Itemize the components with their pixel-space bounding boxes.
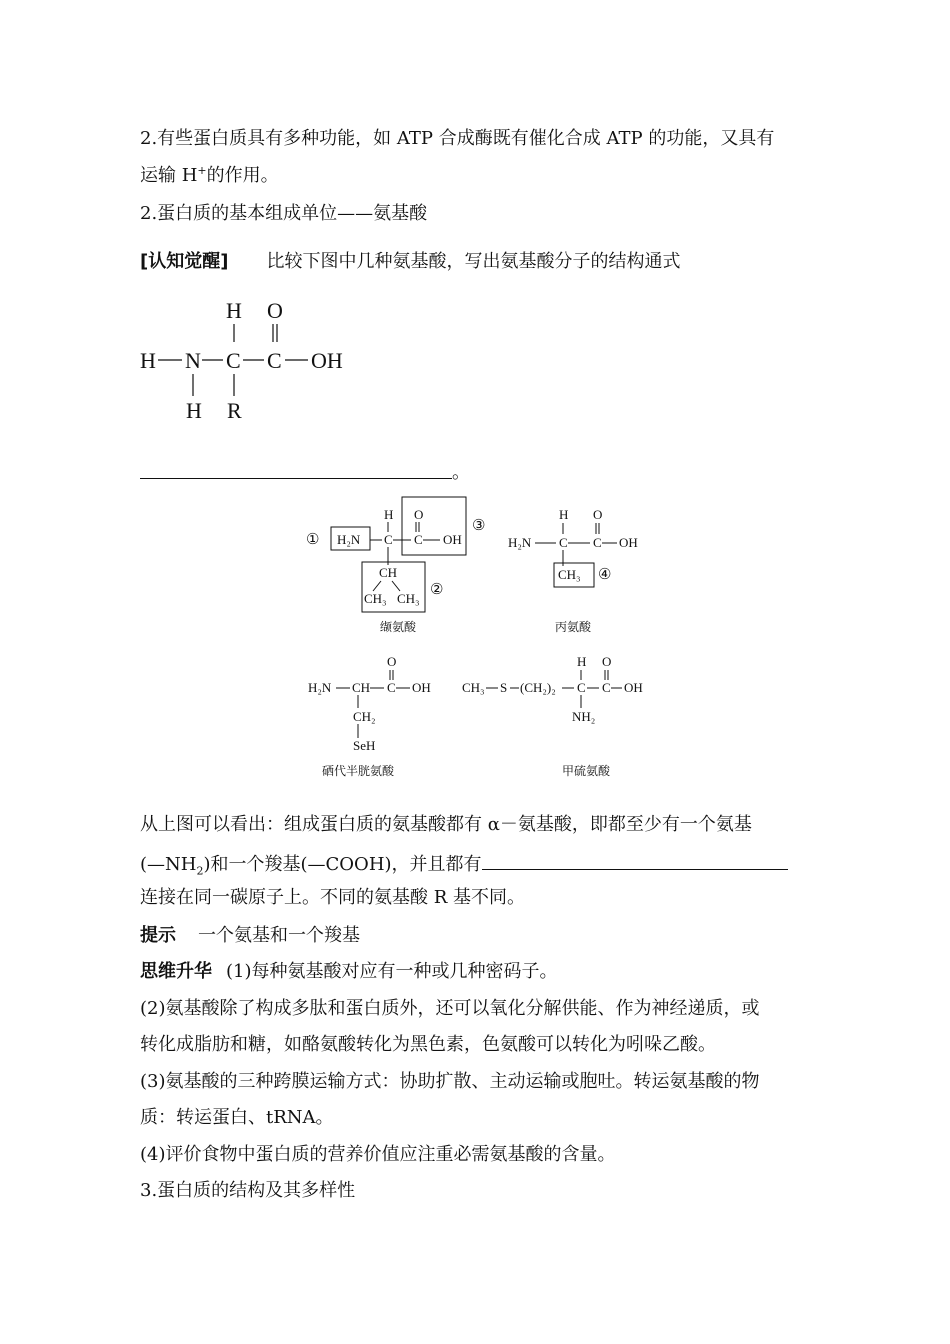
val-C: C [414,532,423,547]
val-H2N: H₂N [337,532,361,547]
ala-CH3: CH₃ [558,567,581,582]
sec-CH: CH [352,680,371,695]
ala-OH: OH [619,535,638,550]
blank-period: 。 [452,462,470,483]
paragraph-line: (3)氨基酸的三种跨膜运输方式：协助扩散、主动运输或胞吐。转运氨基酸的物 [140,1071,760,1092]
formula-R: R [227,398,242,423]
formula-C-alpha: C [226,348,241,373]
section-heading: 2.蛋白质的基本组成单位——氨基酸 [140,203,428,224]
hint-text: 一个氨基和一个羧基 [198,925,360,946]
answer-blank[interactable] [482,851,788,870]
methionine-name: 甲硫氨酸 [562,764,611,778]
insight-text: 比较下图中几种氨基酸，写出氨基酸分子的结构通式 [266,251,681,272]
val-H: H [384,507,394,522]
ala-C-alpha: C [559,535,568,550]
met-C-alpha: C [577,680,586,695]
paragraph-line: 质：转运蛋白、tRNA。 [140,1107,334,1128]
think-line [140,961,820,983]
met-NH2: NH₂ [572,709,596,724]
formula-H-bottom: H [186,398,202,423]
met-CH2-2: (CH₂)₂ [520,680,556,695]
text-span: )和一个羧基(—COOH)，并且都有 [203,854,482,875]
sec-C: C [387,680,396,695]
val-CH3-left: CH₃ [364,591,387,606]
paragraph-line [140,165,820,187]
think-text: (1)每种氨基酸对应有一种或几种密码子。 [226,961,558,982]
formula-H: H [226,298,242,323]
text-span: (—NH [140,854,197,875]
met-C: C [602,680,611,695]
ala-C: C [593,535,602,550]
met-H: H [577,654,587,669]
think-label: 思维升华 [140,961,212,982]
section-heading: 3.蛋白质的结构及其多样性 [140,1180,356,1201]
superscript: + [197,164,207,177]
paragraph-line [140,851,820,876]
met-CH3: CH₃ [462,680,485,695]
ala-H2N: H₂N [508,535,532,550]
paragraph-line: 从上图可以看出：组成蛋白质的氨基酸都有 α－氨基酸，即都至少有一个氨基 [140,814,752,835]
general-formula [130,290,370,430]
ala-H: H [559,507,569,522]
formula-C-carboxyl: C [267,348,282,373]
answer-blank[interactable] [140,478,452,479]
paragraph-line: 转化成脂肪和糖，如酪氨酸转化为黑色素，色氨酸可以转化为吲哚乙酸。 [140,1034,716,1055]
paragraph-line: 2.有些蛋白质具有多种功能，如 ATP 合成酶既有催化合成 ATP 的功能，又具有 [140,128,775,149]
text-span: 的作用。 [206,165,279,186]
val-OH: OH [443,532,462,547]
subscript: 2 [196,864,204,878]
formula-OH: OH [311,348,343,373]
amino-acid-figure [300,492,660,787]
ala-O: O [593,507,603,522]
paragraph-line: (2)氨基酸除了构成多肽和蛋白质外，还可以氧化分解供能、作为神经递质，或 [140,998,760,1019]
alanine-name: 丙氨酸 [555,620,592,634]
met-O: O [602,654,612,669]
met-OH: OH [624,680,643,695]
hint-line [140,925,820,947]
formula-N: N [185,348,201,373]
hint-label: 提示 [140,925,176,946]
val-C-alpha: C [384,532,393,547]
circle-number-3: ③ [472,518,486,534]
text-span: 运输 H [140,165,198,186]
val-CH3-right: CH₃ [397,591,420,606]
sec-O: O [387,654,397,669]
insight-line [140,251,820,273]
paragraph-line: (4)评价食物中蛋白质的营养价值应注重必需氨基酸的含量。 [140,1144,616,1165]
val-O: O [414,507,424,522]
sec-SeH: SeH [353,738,376,753]
circle-number-1: ① [306,532,320,548]
circle-number-2: ② [430,582,444,598]
val-CH: CH [379,565,398,580]
sec-CH2: CH₂ [353,709,376,724]
formula-O: O [267,298,283,323]
paragraph-line: 连接在同一碳原子上。不同的氨基酸 R 基不同。 [140,887,525,908]
sec-OH: OH [412,680,431,695]
valine-name: 缬氨酸 [380,620,417,634]
selenocysteine-name: 硒代半胱氨酸 [322,764,395,778]
sec-H2N: H₂N [308,680,332,695]
formula-H-left: H [140,348,156,373]
met-S: S [500,680,508,695]
circle-number-4: ④ [598,567,612,583]
insight-label: [认知觉醒] [140,251,229,272]
